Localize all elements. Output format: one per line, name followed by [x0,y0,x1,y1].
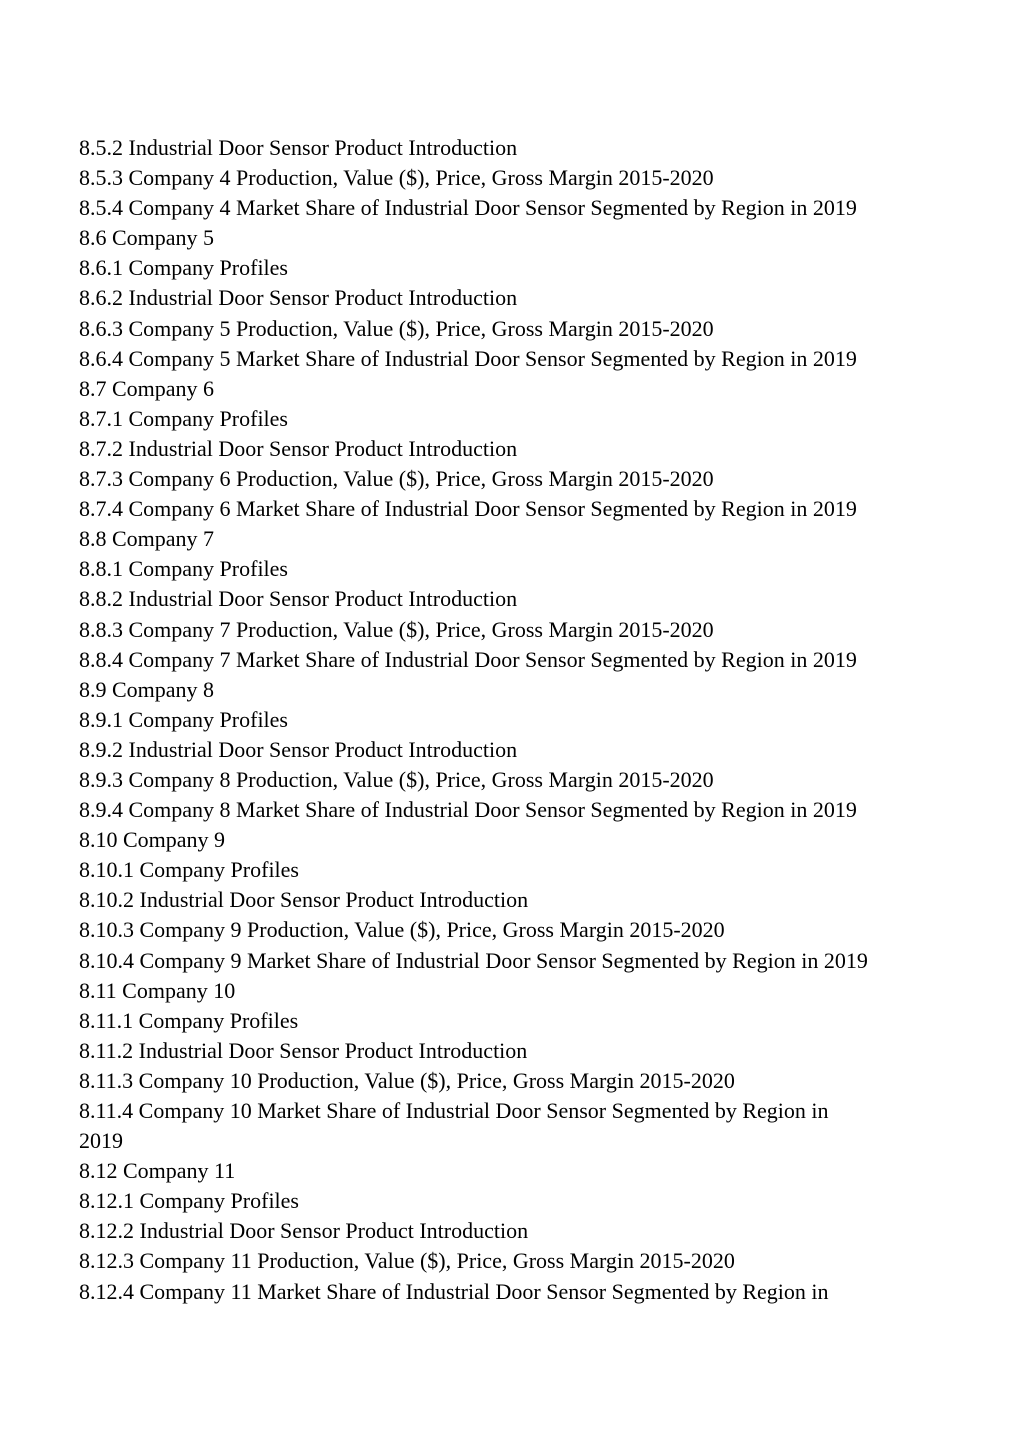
toc-line: 8.6 Company 5 [79,225,215,251]
toc-line: 8.6.1 Company Profiles [79,255,288,281]
toc-line: 8.8.2 Industrial Door Sensor Product Introduction [79,586,518,612]
toc-line: 8.12.1 Company Profiles [79,1188,299,1214]
toc-line: 8.7.2 Industrial Door Sensor Product Introduction [79,435,518,461]
toc-line: 8.5.3 Company 4 Production, Value ($), Price, Gross Margin 2015-2020 [79,165,714,191]
toc-line: 8.9.3 Company 8 Production, Value ($), Price, Gross Margin 2015-2020 [79,766,714,792]
toc-line: 8.9.1 Company Profiles [79,706,288,732]
toc-line: 8.10.2 Industrial Door Sensor Product Introduction [79,887,529,913]
toc-line: 8.11.1 Company Profiles [79,1007,299,1033]
toc-line: 8.8.4 Company 7 Market Share of Industrial Door Sensor Segmented by Region in 2019 [79,646,857,672]
toc-line: 8.11.2 Industrial Door Sensor Product Introduction [79,1037,528,1063]
toc-line: 8.11 Company 10 [79,977,236,1003]
toc-line: 8.8.1 Company Profiles [79,556,288,582]
toc-line: 8.12.2 Industrial Door Sensor Product Introduction [79,1218,529,1244]
toc-line: 8.12.3 Company 11 Production, Value ($), Price, Gross Margin 2015-2020 [79,1248,735,1274]
toc-line: 8.5.4 Company 4 Market Share of Industrial Door Sensor Segmented by Region in 2019 [79,195,857,221]
toc-line: 8.10.3 Company 9 Production, Value ($), Price, Gross Margin 2015-2020 [79,917,725,943]
toc-line: 8.9 Company 8 [79,676,215,702]
toc-line: 8.11.4 Company 10 Market Share of Industrial Door Sensor Segmented by Region in [79,1098,829,1123]
toc-line: 8.5.2 Industrial Door Sensor Product Introduction [79,135,518,160]
toc-line: 8.9.2 Industrial Door Sensor Product Introduction [79,736,518,762]
toc-line: 8.7 Company 6 [79,375,215,401]
toc-line: 8.12.4 Company 11 Market Share of Industrial Door Sensor Segmented by Region in [79,1278,829,1304]
toc-line: 8.6.4 Company 5 Market Share of Industrial Door Sensor Segmented by Region in 2019 [79,345,857,371]
toc-line: 8.8.3 Company 7 Production, Value ($), Price, Gross Margin 2015-2020 [79,616,714,642]
toc-line: 8.10 Company 9 [79,827,226,853]
toc-line: 8.7.1 Company Profiles [79,405,288,431]
toc-line: 8.7.3 Company 6 Production, Value ($), Price, Gross Margin 2015-2020 [79,466,714,492]
toc-line: 8.10.4 Company 9 Market Share of Industrial Door Sensor Segmented by Region in 2019 [79,947,868,973]
toc-line: 8.10.1 Company Profiles [79,857,299,883]
toc-line: 8.8 Company 7 [79,526,215,552]
toc-line: 8.11.3 Company 10 Production, Value ($), Price, Gross Margin 2015-2020 [79,1067,735,1093]
toc-line: 8.7.4 Company 6 Market Share of Industrial Door Sensor Segmented by Region in 2019 [79,496,857,522]
toc-line: 8.12 Company 11 [79,1158,236,1184]
table-of-contents [79,133,949,1307]
toc-line: 8.6.3 Company 5 Production, Value ($), Price, Gross Margin 2015-2020 [79,315,714,341]
toc-line: 2019 [79,1128,123,1154]
toc-line: 8.9.4 Company 8 Market Share of Industrial Door Sensor Segmented by Region in 2019 [79,797,857,823]
toc-line: 8.6.2 Industrial Door Sensor Product Introduction [79,285,518,311]
